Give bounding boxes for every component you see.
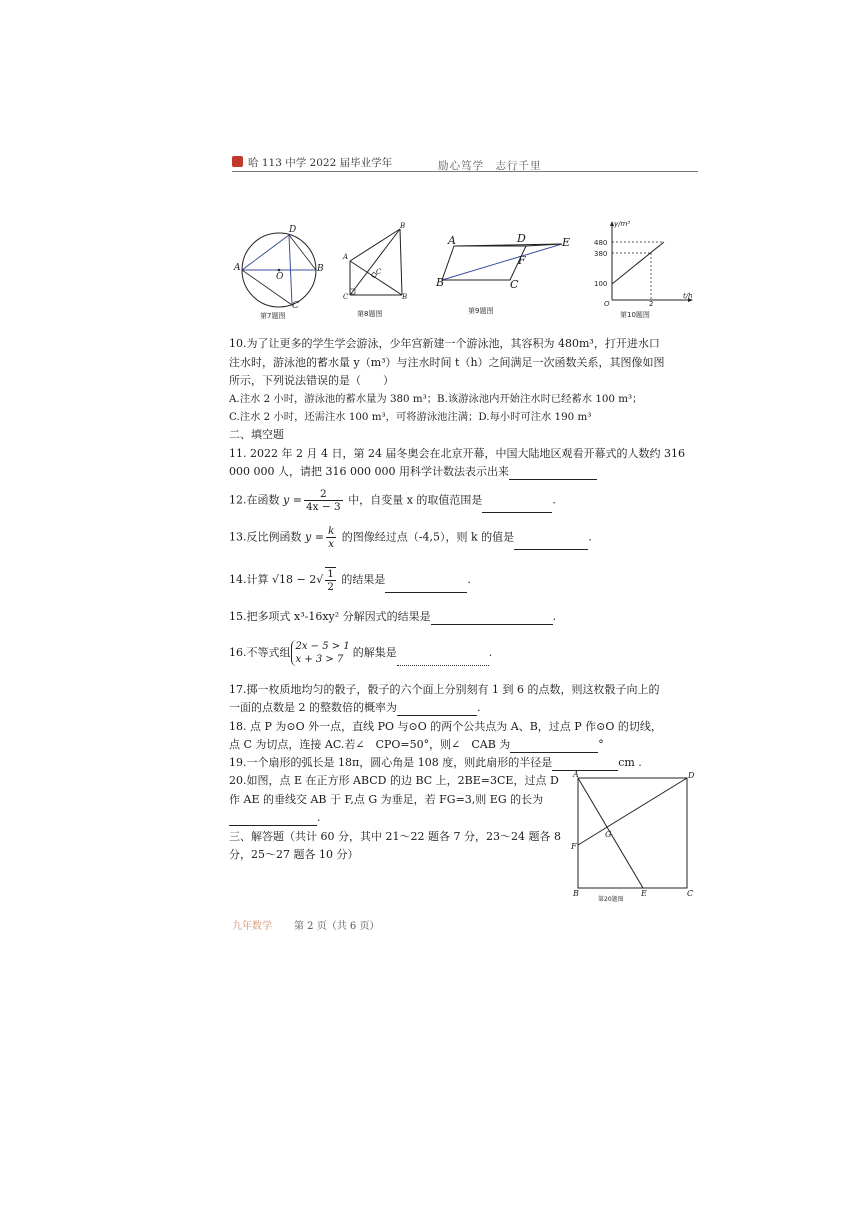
q11-line-2-text: 000 000 人，请把 316 000 000 用科学计数法表示出来 — [229, 465, 509, 478]
q10-options-cd: C.注水 2 小时，还需注水 100 m³，可将游泳池注满；D.每小时可注水 190 m³ — [229, 411, 592, 423]
q14-answer-blank[interactable] — [385, 581, 467, 593]
q16: 16.不等式组 2x − 5 > 1 x + 3 > 7 的解集是 . — [229, 641, 493, 665]
q13-suffix: 的图像经过点（-4,5），则 k 的值是 — [338, 530, 515, 544]
fig10-tick-480: 480 — [594, 239, 608, 247]
fig7-point-b: B — [317, 264, 324, 274]
figure-20-label: 第20题图 — [598, 896, 624, 903]
q18-answer-blank[interactable] — [510, 741, 598, 753]
fig7-point-a: A — [234, 263, 241, 273]
school-name: 哈 113 中学 2022 届毕业学年 — [248, 157, 393, 169]
q20-line-3: . — [229, 810, 321, 826]
q14-fraction — [325, 567, 336, 593]
q13-answer-blank[interactable] — [514, 538, 588, 550]
q13-y: y = — [305, 530, 324, 544]
section-3-line-1: 三、解答题（共计 60 分，其中 21～22 题各 7 分，23～24 题各 8 — [229, 830, 561, 843]
section-3-line-2: 分，25～27 题各 10 分） — [229, 848, 359, 861]
footer-subject: 九年数学 — [232, 921, 272, 932]
q16-inequality-2: x + 3 > 7 — [295, 654, 344, 665]
q18-line-2 — [229, 737, 604, 753]
fig20-point-d: D — [688, 771, 695, 780]
fig10-origin: O — [604, 300, 610, 308]
section-2-heading: 二、填空题 — [229, 428, 284, 441]
q17-answer-blank[interactable] — [397, 704, 477, 716]
q18-line-2-text: 点 C 为切点，连接 AC.若∠ CPO=50°，则∠ CAB 为 — [229, 738, 511, 751]
q16-inequality-1: 2x − 5 > 1 — [295, 641, 350, 652]
figure-9-label: 第9题图 — [468, 307, 494, 315]
q19-text: 19.一个扇形的弧长是 18π，圆心角是 108 度，则此扇形的半径是 — [229, 756, 553, 769]
fig7-point-c: C — [292, 301, 299, 311]
figure-7-label: 第7题图 — [260, 312, 286, 320]
q15: 15.把多项式 x³-16xy² 分解因式的结果是 . — [229, 610, 557, 623]
q14-numerator: 1 — [327, 568, 334, 580]
q17-line-2-text: 一面的点数是 2 的整数倍的概率为 — [229, 701, 397, 714]
fig8-point-b: B — [402, 293, 408, 301]
figure-8 — [340, 222, 415, 320]
q14-denominator: 2 — [327, 581, 334, 593]
q12-suffix: 中，自变量 x 的取值范围是 — [344, 493, 483, 507]
page-footer — [232, 917, 379, 932]
figure-8-label: 第8题图 — [357, 310, 383, 318]
q15-answer-blank[interactable] — [431, 613, 553, 625]
q16-answer-blank[interactable] — [397, 654, 489, 666]
fig9-point-e: E — [562, 236, 571, 249]
q17-line-2: 一面的点数是 2 的整数倍的概率为 . — [229, 701, 481, 714]
fig9-point-d: D — [517, 232, 526, 245]
q17-line-1: 17.掷一枚质地均匀的骰子，骰子的六个面上分别刻有 1 到 6 的点数，则这枚骰子向上的 — [229, 683, 660, 696]
q20-line-1: 20.如图，点 E 在正方形 ABCD 的边 BC 上，2BE=3CE，过点 D — [229, 774, 559, 787]
q16-suffix: 的解集是 — [352, 646, 397, 659]
fig7-point-d: D — [289, 225, 297, 235]
figure-9 — [434, 228, 574, 320]
q12-prefix: 12.在函数 — [229, 493, 283, 507]
figure-7 — [236, 225, 326, 320]
q14: 14.计算 √18 − 2√ $\frac{1}{2}$ 的结果是 . — [229, 568, 471, 593]
fig8-point-a: A — [343, 253, 349, 261]
q14-prefix: 14.计算 — [229, 573, 272, 586]
fig7-point-o: O — [276, 272, 284, 282]
q10-line-3: 所示，下列说法错误的是（ ） — [229, 374, 394, 387]
q12-numerator: 2 — [304, 488, 343, 501]
q15-text: 15.把多项式 x³-16xy² 分解因式的结果是 — [229, 610, 431, 623]
school-logo-icon — [232, 156, 243, 167]
fig10-y-axis-label: y/m³ — [614, 220, 631, 228]
q11-line-2 — [229, 464, 597, 480]
fig8-point-c: C — [343, 293, 349, 301]
fig20-point-a: A — [573, 770, 579, 779]
fig9-point-a: A — [448, 234, 456, 247]
q12: 12.在函数 y = $\frac{2}{4x - 3}$ 中，自变量 x 的取值范围是 . — [229, 488, 556, 513]
fig8-point-b-top: B — [400, 222, 406, 230]
fig20-point-b: B — [573, 889, 579, 898]
q12-y: y = — [283, 493, 302, 507]
q19 — [229, 755, 642, 771]
q11-answer-blank[interactable] — [509, 468, 597, 480]
fig10-tick-380: 380 — [594, 250, 608, 258]
q14-suffix: 的结果是 — [337, 573, 386, 586]
q19-unit: cm . — [618, 756, 642, 769]
fig20-point-g: G — [605, 830, 612, 839]
q16-system — [291, 640, 350, 666]
q12-denominator: 4x − 3 — [305, 501, 341, 513]
figure-7-drawing — [236, 225, 326, 313]
q16-prefix: 16.不等式组 — [229, 646, 291, 659]
q13-fraction — [326, 525, 336, 550]
figure-20-drawing — [570, 770, 700, 896]
fig9-point-c: C — [510, 278, 519, 291]
q20-answer-blank[interactable] — [229, 814, 317, 826]
q20-line-2: 作 AE 的垂线交 AB 于 F,点 G 为垂足，若 FG=3,则 EG 的长为 — [229, 793, 544, 806]
q18-line-1: 18. 点 P 为⊙O 外一点，直线 PO 与⊙O 的两个公共点为 A、B，过点 P 作⊙O 的切线， — [229, 720, 662, 733]
q14-expression: √18 − 2 — [272, 573, 317, 586]
fig9-point-b: B — [436, 276, 445, 289]
q10-line-1: 10.为了让更多的学生学会游泳，少年宫新建一个游泳池，其容积为 480m³，打开进水口 — [229, 337, 660, 350]
q11-line-1: 11. 2022 年 2 月 4 日，第 24 届冬奥会在北京开幕，中国大陆地区观看开幕式的人数约 316 — [229, 447, 685, 460]
fig9-point-f: F — [518, 254, 526, 267]
q13-prefix: 13.反比例函数 — [229, 530, 305, 544]
q18-unit: ° — [598, 738, 604, 751]
q12-answer-blank[interactable] — [482, 501, 552, 513]
fig10-tick-2: 2 — [649, 300, 654, 308]
figure-10-label: 第10题图 — [620, 311, 650, 319]
school-motto: 励心笃学 志行千里 — [438, 160, 542, 172]
fig20-point-f: F — [571, 842, 577, 851]
q10-line-2: 注水时，游泳池的蓄水量 y（m³）与注水时间 t（h）之间满足一次函数关系，其图像如图 — [229, 356, 665, 369]
q12-fraction — [304, 488, 343, 513]
page-header — [232, 155, 698, 172]
fig8-point-c-inner: C — [376, 268, 382, 276]
fig20-point-c: C — [687, 889, 694, 898]
figure-10-drawing — [590, 220, 696, 306]
fig10-x-axis-label: t/h — [683, 292, 693, 300]
q13-denominator: x — [328, 538, 335, 550]
q13-numerator: k — [327, 525, 335, 537]
q10-options-ab: A.注水 2 小时，游泳池的蓄水量为 380 m³；B.该游泳池内开始注水时已经蓄水 100 m³； — [229, 393, 643, 405]
fig10-tick-100: 100 — [594, 280, 608, 288]
figure-20 — [570, 770, 700, 906]
q13: 13.反比例函数 y = $\frac{k}{x}$ 的图像经过点（-4,5），则 k 的值是 . — [229, 525, 592, 550]
fig20-point-e: E — [641, 889, 647, 898]
figure-10 — [590, 220, 696, 320]
footer-page-number: 第 2 页（共 6 页） — [294, 921, 380, 932]
